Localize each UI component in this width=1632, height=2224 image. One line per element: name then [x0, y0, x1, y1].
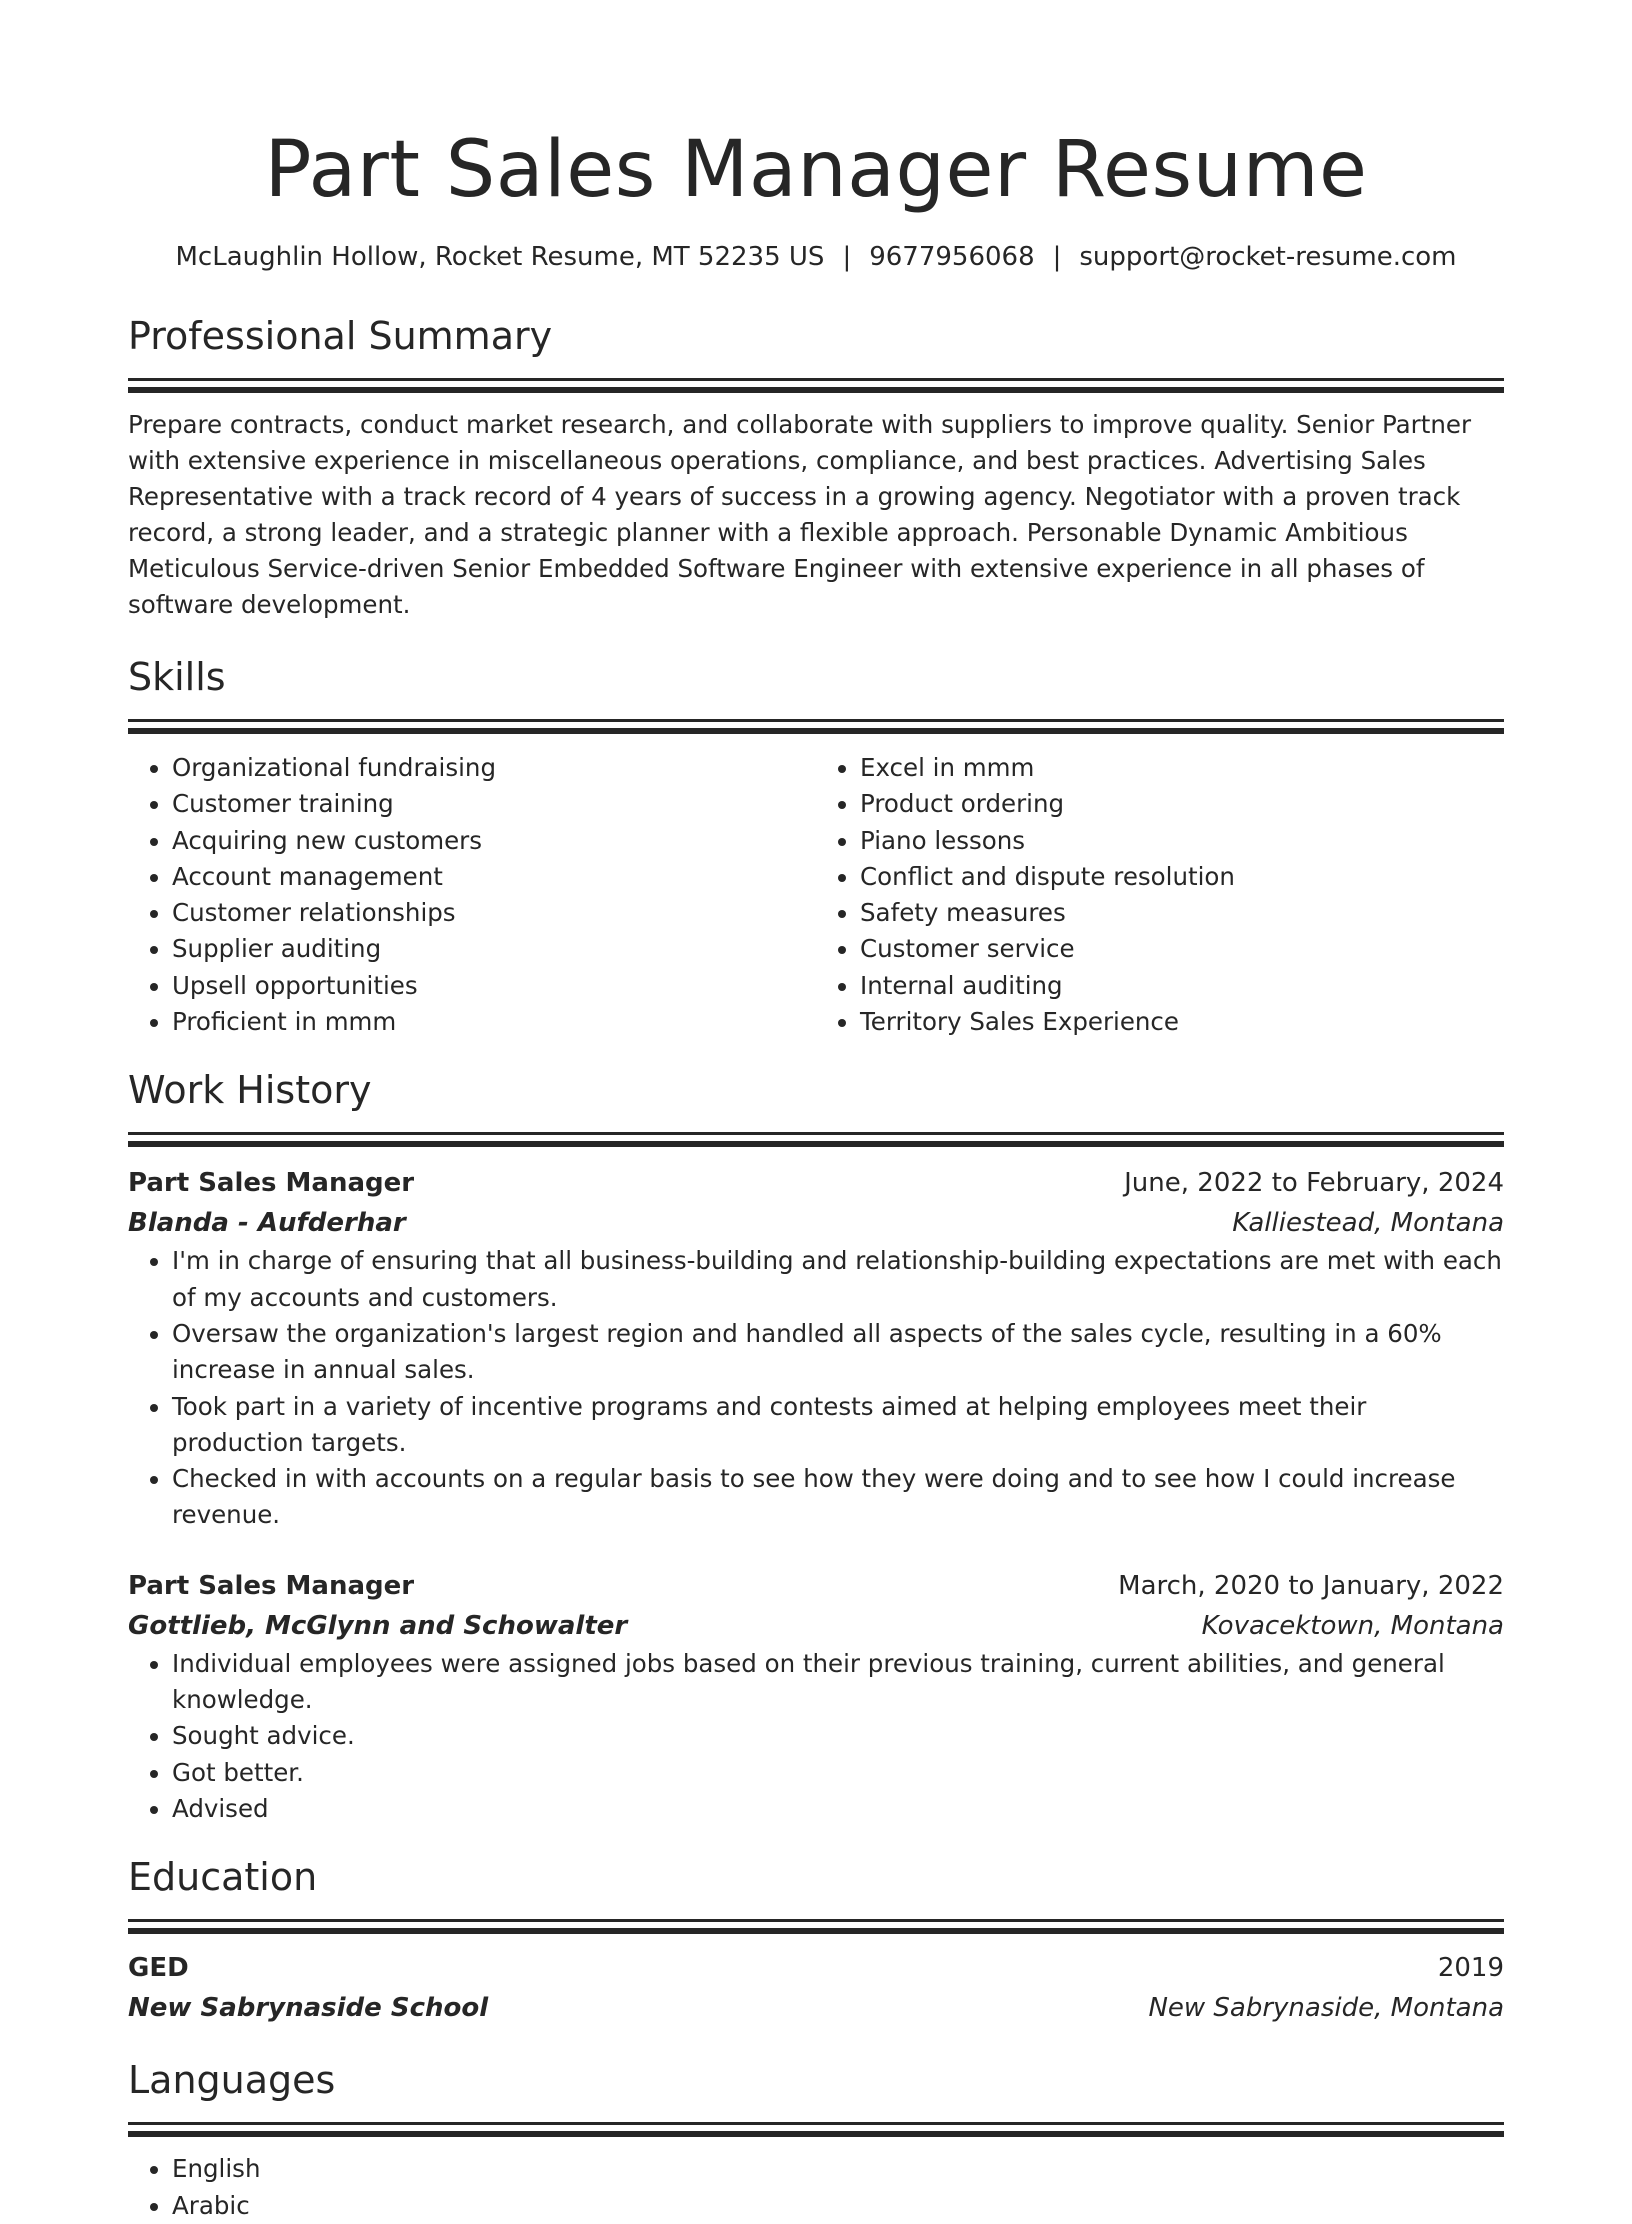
skill-item: • Piano lessons	[860, 823, 1504, 859]
job-bullet: • Got better.	[172, 1755, 1504, 1791]
skill-item: • Supplier auditing	[172, 931, 816, 967]
summary-text: Prepare contracts, conduct market research, and collaborate with suppliers to improve quality. Senior Partner with extensive experience in miscellaneous operations, compliance, and best practices. Advertising Sales Representative with a track record of 4 years of success in a growing agency. Negotiator with a proven track record, a strong leader, and a strategic planner with a flexible approach. Personable Dynamic Ambitious Meticulous Service-driven Senior Embedded Software Engineer with extensive experience in all phases of software development.	[128, 410, 1472, 619]
skill-item: • Safety measures	[860, 895, 1504, 931]
skill-item: • Acquiring new customers	[172, 823, 816, 859]
skill-item: • Upsell opportunities	[172, 968, 816, 1004]
section-divider	[128, 387, 1504, 393]
skills-column-right	[816, 750, 1504, 1040]
job-entry	[128, 1163, 1504, 1533]
skill-item: • Organizational fundraising	[172, 750, 816, 786]
section-divider	[128, 2131, 1504, 2137]
contact-separator: |	[842, 242, 852, 272]
job-title: Part Sales Manager	[128, 1168, 415, 1199]
contact-address: McLaughlin Hollow, Rocket Resume, MT 52235 US	[175, 242, 825, 272]
section-divider	[128, 1919, 1504, 1922]
education-location: New Sabrynaside, Montana	[1148, 1993, 1504, 2024]
education-year: 2019	[1437, 1953, 1504, 1984]
section-divider	[128, 1928, 1504, 1934]
education-header	[128, 1948, 1504, 1988]
section-title-education: Education	[128, 1855, 318, 1900]
skill-item: • Customer training	[172, 786, 816, 822]
languages-list	[128, 2151, 1504, 2224]
contact-separator: |	[1052, 242, 1062, 272]
skill-item: • Account management	[172, 859, 816, 895]
skill-item: • Product ordering	[860, 786, 1504, 822]
section-divider	[128, 1141, 1504, 1147]
language-item: • English	[172, 2151, 1504, 2187]
job-location: Kovacektown, Montana	[1201, 1610, 1504, 1641]
job-bullet: • Took part in a variety of incentive programs and contests aimed at helping employees meet their production targets.	[172, 1389, 1504, 1462]
education-degree: GED	[128, 1953, 189, 1984]
skills-list	[128, 750, 1504, 1040]
job-bullet: • Checked in with accounts on a regular basis to see how they were doing and to see how I could increase revenue.	[172, 1461, 1504, 1534]
section-divider	[128, 719, 1504, 722]
job-location: Kalliestead, Montana	[1232, 1208, 1504, 1239]
skills-column-left	[128, 750, 816, 1040]
section-divider	[128, 728, 1504, 734]
job-bullets	[128, 1646, 1504, 1827]
job-header	[128, 1163, 1504, 1203]
skill-item: • Conflict and dispute resolution	[860, 859, 1504, 895]
job-bullet: • Oversaw the organization's largest region and handled all aspects of the sales cycle, resulting in a 60% increase in annual sales.	[172, 1316, 1504, 1389]
skill-item: • Excel in mmm	[860, 750, 1504, 786]
job-bullet: • Advised	[172, 1791, 1504, 1827]
contact-line	[128, 240, 1504, 274]
job-bullet: • Sought advice.	[172, 1718, 1504, 1754]
resume-title: Part Sales Manager Resume	[264, 125, 1368, 215]
job-company: Blanda - Aufderhar	[128, 1208, 406, 1239]
education-school: New Sabrynaside School	[128, 1993, 489, 2024]
skill-item: • Customer service	[860, 931, 1504, 967]
section-title-skills: Skills	[128, 655, 226, 699]
skills-section	[128, 653, 1504, 1040]
skill-item: • Internal auditing	[860, 968, 1504, 1004]
job-header	[128, 1566, 1504, 1606]
job-bullets	[128, 1243, 1504, 1533]
job-entry	[128, 1566, 1504, 1827]
contact-phone: 9677956068	[869, 242, 1035, 272]
section-title-languages: Languages	[128, 2058, 336, 2103]
section-divider	[128, 1132, 1504, 1135]
skill-item: • Proficient in mmm	[172, 1004, 816, 1040]
section-divider	[128, 2122, 1504, 2125]
language-item: • Arabic	[172, 2188, 1504, 2224]
job-subheader	[128, 1606, 1504, 1646]
skill-item: • Customer relationships	[172, 895, 816, 931]
job-bullet: • I'm in charge of ensuring that all business-building and relationship-building expectations are met with each of my accounts and customers.	[172, 1243, 1504, 1316]
job-company: Gottlieb, McGlynn and Schowalter	[128, 1610, 628, 1641]
summary-section	[128, 312, 1504, 623]
education-entry	[128, 1948, 1504, 2028]
section-divider	[128, 378, 1504, 381]
job-dates: June, 2022 to February, 2024	[1124, 1168, 1504, 1199]
skill-item: • Territory Sales Experience	[860, 1004, 1504, 1040]
job-dates: March, 2020 to January, 2022	[1118, 1570, 1504, 1601]
languages-section	[128, 2056, 1504, 2224]
job-bullet: • Individual employees were assigned jobs based on their previous training, current abilities, and general knowledge.	[172, 1646, 1504, 1719]
job-subheader	[128, 1203, 1504, 1243]
section-title-work: Work History	[128, 1068, 372, 1113]
education-section	[128, 1853, 1504, 2028]
education-subheader	[128, 1988, 1504, 2028]
contact-email: support@rocket-resume.com	[1079, 242, 1457, 272]
section-title-summary: Professional Summary	[128, 314, 553, 358]
work-history-section	[128, 1066, 1504, 1827]
job-title: Part Sales Manager	[128, 1570, 415, 1601]
